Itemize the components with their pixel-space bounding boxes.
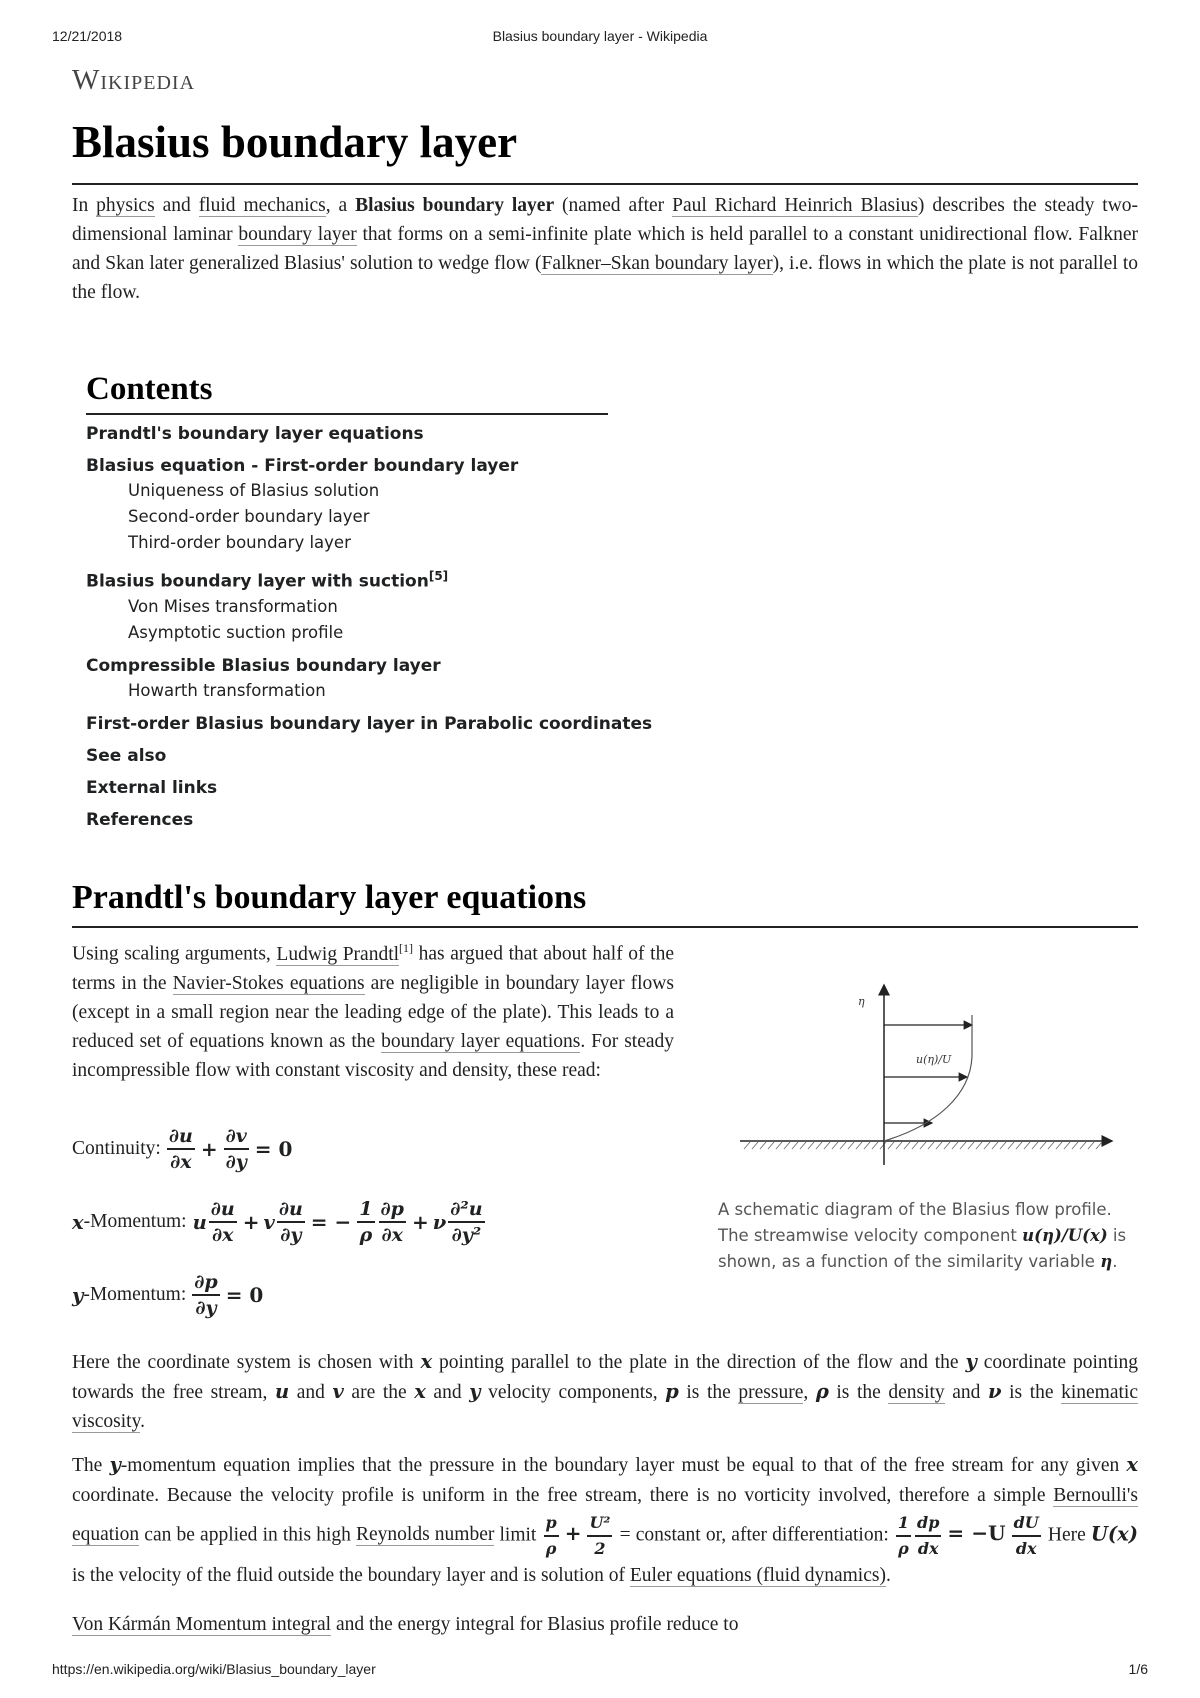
y-momentum-equation: y -Momentum: $\frac{\partial p}{\partial y}$ = 0 — [72, 1271, 264, 1319]
continuity-equation: Continuity: $\frac{\partial u}{\partial x}$ + $\frac{\partial v}{\partial y}$ = 0 — [72, 1125, 293, 1173]
profile-label: u(η)/U — [916, 1053, 952, 1066]
link-von-karman[interactable]: Von Kármán Momentum integral — [72, 1614, 332, 1635]
section-divider — [72, 926, 1138, 928]
table-of-contents — [86, 422, 652, 832]
toc-item[interactable]: External links — [86, 777, 218, 798]
toc-subitem[interactable]: Third-order boundary layer — [128, 533, 351, 552]
toc-subitem[interactable]: Uniqueness of Blasius solution — [128, 481, 380, 500]
print-date: 12/21/2018 — [52, 28, 123, 44]
section-heading: Prandtl's boundary layer equations — [72, 879, 587, 916]
title-divider — [72, 183, 1138, 185]
link-prandtl[interactable]: Ludwig Prandtl — [276, 943, 400, 965]
link-bernoulli[interactable]: Bernoulli's equation — [72, 1485, 1138, 1546]
toc-item[interactable]: First-order Blasius boundary layer in Parabolic coordinates — [86, 713, 653, 734]
figure-caption: A schematic diagram of the Blasius flow profile. The streamwise velocity component u(η)/U(x) is shown, as a function of the similarity variable η. — [718, 1200, 1127, 1271]
link-navier-stokes[interactable]: Navier-Stokes equations — [172, 972, 365, 994]
toc-divider — [86, 413, 608, 415]
link-blasius[interactable]: Paul Richard Heinrich Blasius — [672, 195, 918, 216]
print-title: Blasius boundary layer - Wikipedia — [492, 28, 708, 44]
link-pressure[interactable]: pressure — [738, 1382, 804, 1403]
link-euler-equations[interactable]: Euler equations (fluid dynamics) — [629, 1565, 886, 1586]
toc-item[interactable]: Blasius boundary layer with suction[5] — [86, 569, 449, 592]
toc-item[interactable]: Prandtl's boundary layer equations — [86, 424, 424, 444]
toc-subitem[interactable]: Von Mises transformation — [128, 596, 338, 616]
toc-subitem[interactable]: Howarth transformation — [128, 680, 326, 700]
section-paragraph-2: Here the coordinate system is chosen with x pointing parallel to the plate in the direction of the flow and the y coordinate pointing towards the free stream, u and v are the x and y velocity components, p is the pressure, ρ is the density and ν is the kinematic viscosity. — [72, 1350, 1138, 1432]
intro-paragraph: In physics and fluid mechanics, a Blasius boundary layer (named after Paul Richard Heinrich Blasius) describes the steady two-dimensional laminar boundary layer that forms on a semi-infinite plate which is held parallel to a constant unidirectional flow. Falkner and Skan later generalized Blasius' solution to wedge flow (Falkner–Skan boundary layer), i.e. flows in which the plate is not parallel to the flow. — [72, 195, 1139, 303]
x-momentum-equation: x -Momentum: u $\frac{\partial u}{\partial x}$ + v $\frac{\partial u}{\partial y}$ = − $\frac{1}{\rho}$ $\frac{\partial p}{\partial x}$ + ν $\frac{\text{∂²u}}{\text{∂y²}}$ — [72, 1198, 483, 1246]
eta-axis-label: η — [858, 995, 865, 1008]
wikipedia-logo[interactable]: Wikipedia — [72, 64, 196, 96]
section-paragraph-3: The y-momentum equation implies that the pressure in the boundary layer must be equal to that of the free stream for any given x coordinate. Because the velocity profile is uniform in the free stream, there is no vorticity involved, therefore a simple Bernoulli's equation can be applied in this high Reynolds number limit $\frac{p}{\rho}$ + $\frac{\text{U²}}{2}$ = constant or, after differentiation: $\frac{1}{\rho}$ $\frac{dp}{dx}$ = −U $\frac{dU}{dx}$ Here U(x) is the velocity of the fluid outside the boundary layer and is solution of Euler equations (fluid dynamics). — [72, 1453, 1139, 1586]
link-physics[interactable]: physics — [96, 195, 155, 216]
page-title: Blasius boundary layer — [72, 117, 518, 167]
blasius-profile-diagram — [732, 975, 1122, 1175]
toc-item[interactable]: Blasius equation - First-order boundary layer — [86, 456, 519, 476]
section-paragraph-4: Von Kármán Momentum integral and the energy integral for Blasius profile reduce to — [72, 1614, 739, 1635]
print-url: https://en.wikipedia.org/wiki/Blasius_boundary_layer — [52, 1661, 376, 1677]
citation-1[interactable]: [1] — [399, 941, 414, 955]
link-kinematic-viscosity[interactable]: kinematic viscosity — [72, 1382, 1138, 1432]
section-paragraph-1: Using scaling arguments, Ludwig Prandtl[1] has argued that about half of the terms in the Navier-Stokes equations are negligible in boundary layer flows (except in a small region near the leading edge of the plate). This leads to a reduced set of equations known as the boundary layer equations. For steady incompressible flow with constant viscosity and density, these read: — [72, 941, 675, 1081]
toc-item[interactable]: See also — [86, 745, 167, 766]
link-fluid-mechanics[interactable]: fluid mechanics — [198, 195, 326, 216]
link-boundary-layer[interactable]: boundary layer — [238, 224, 357, 245]
toc-subitem[interactable]: Asymptotic suction profile — [128, 622, 344, 642]
link-boundary-layer-equations[interactable]: boundary layer equations — [381, 1030, 581, 1052]
link-falkner-skan[interactable]: Falkner–Skan boundary layer — [541, 253, 773, 274]
link-density[interactable]: density — [888, 1382, 945, 1403]
toc-title: Contents — [86, 371, 213, 407]
link-reynolds-number[interactable]: Reynolds number — [356, 1524, 495, 1546]
toc-item[interactable]: References — [86, 809, 194, 830]
toc-item[interactable]: Compressible Blasius boundary layer — [86, 655, 441, 676]
page-number: 1/6 — [1128, 1661, 1148, 1677]
toc-subitem[interactable]: Second-order boundary layer — [128, 507, 370, 526]
